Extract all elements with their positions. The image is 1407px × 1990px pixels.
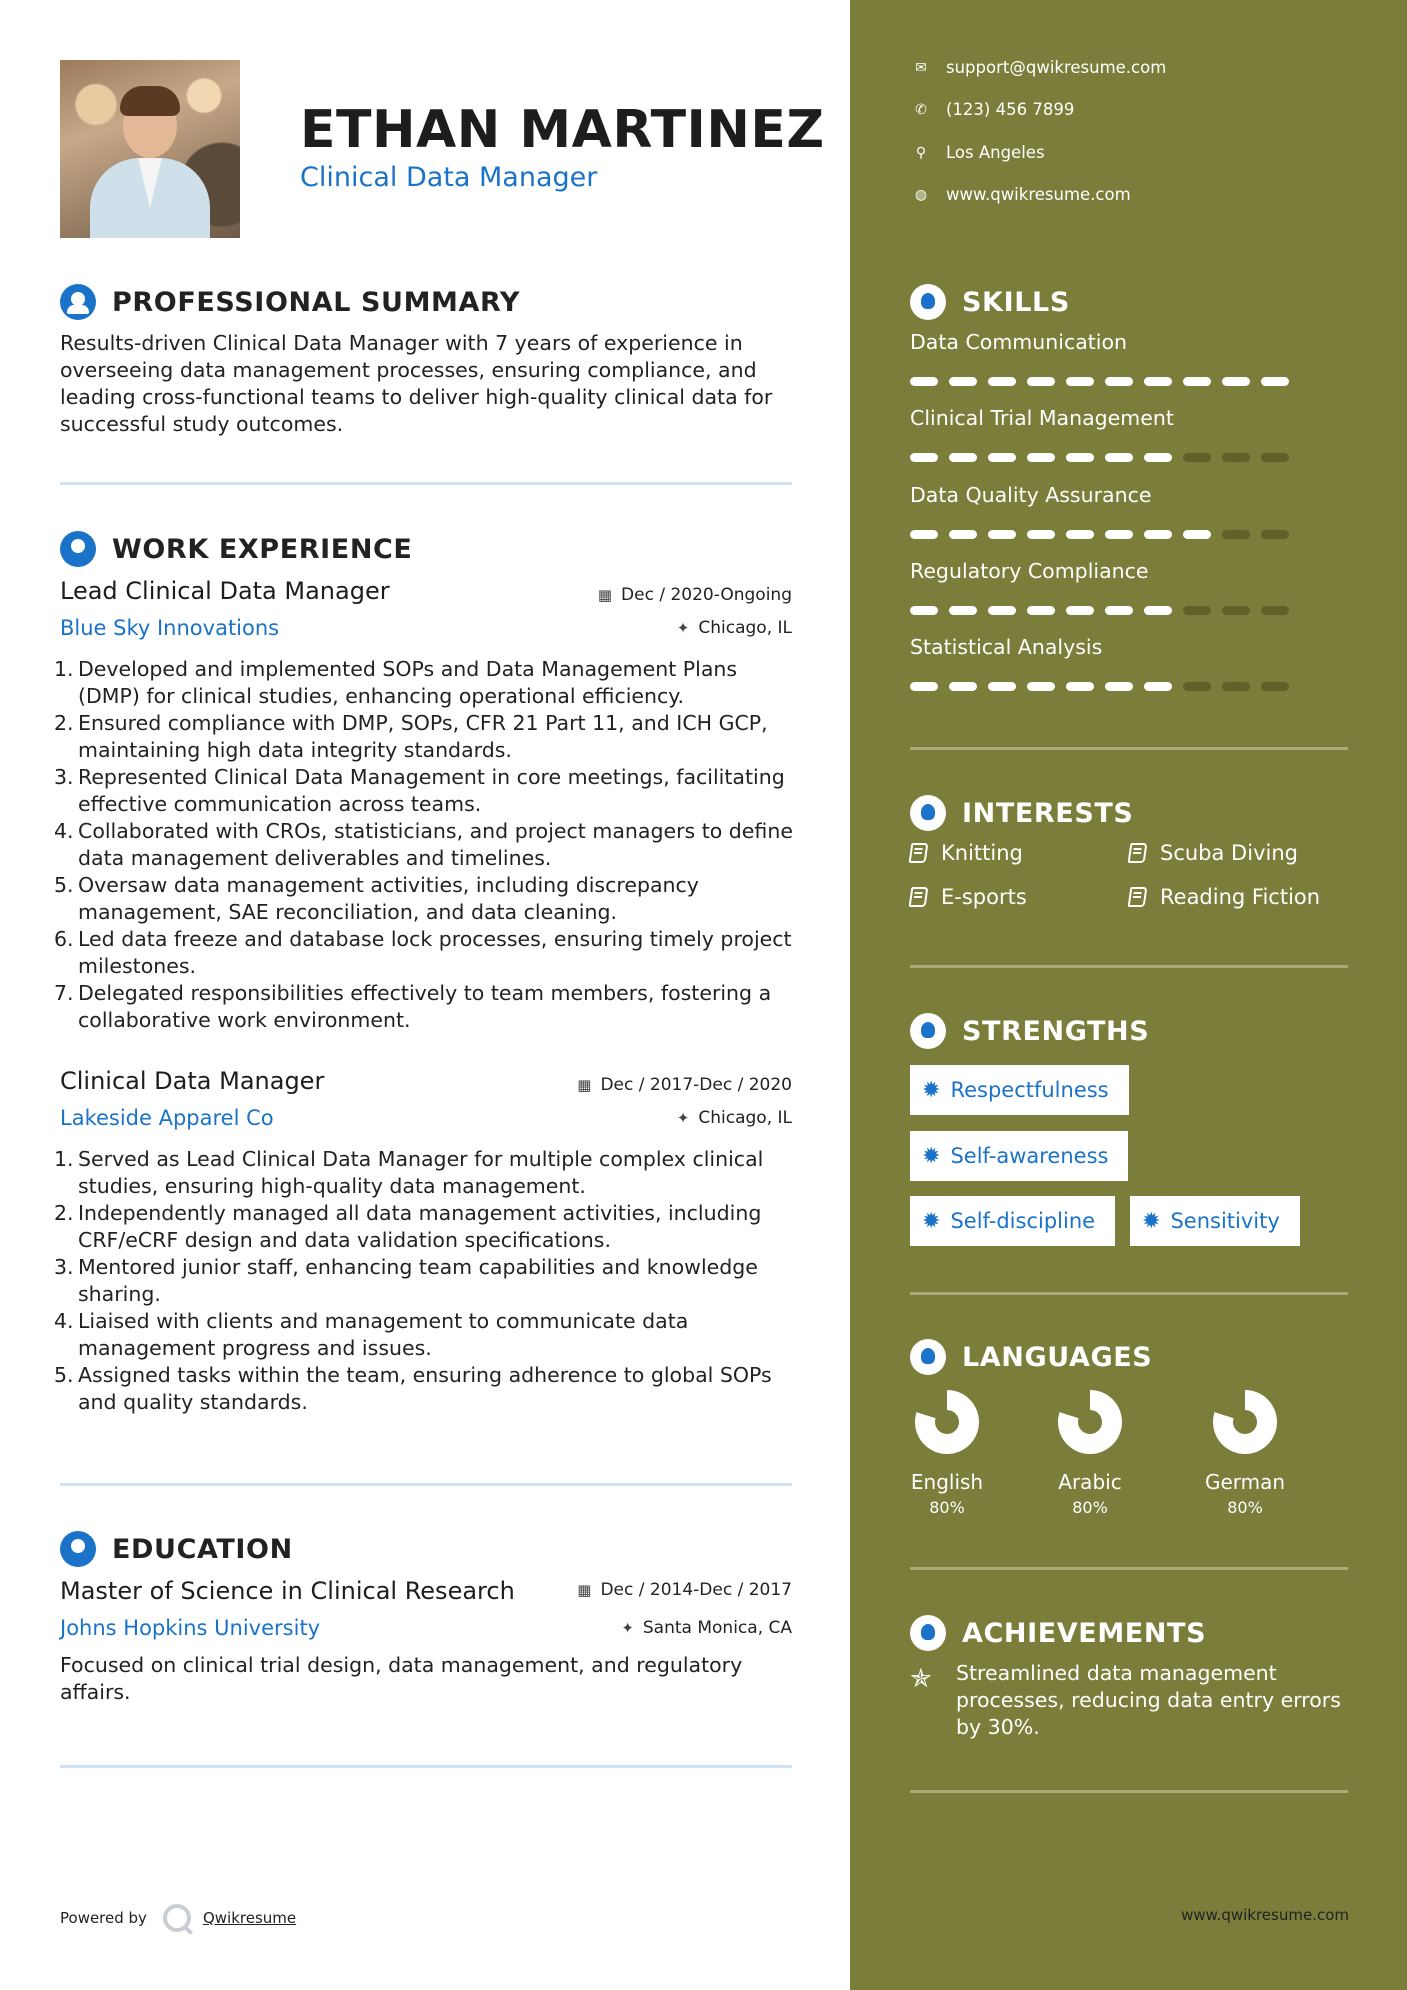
- skill-level-segment: [949, 377, 977, 386]
- skill-level-segment: [1261, 606, 1289, 615]
- education-heading: [60, 1531, 293, 1567]
- skill-level-segment: [1183, 606, 1211, 615]
- experience-title: WORK EXPERIENCE: [112, 533, 413, 565]
- language-level-ring: [1058, 1390, 1122, 1454]
- skill-level-segment: [1105, 606, 1133, 615]
- languages-heading: [910, 1339, 1152, 1375]
- powered-by: Powered by Qwikresume: [60, 1904, 296, 1932]
- list-item: 6. Led data freeze and database lock processes, ensuring timely project milestones.: [54, 927, 792, 978]
- divider: [60, 1765, 792, 1768]
- list-item: 5. Oversaw data management activities, including discrepancy management, SAE reconciliation, and data cleaning.: [54, 873, 699, 924]
- skill-level-segment: [1105, 530, 1133, 539]
- calendar-icon: ▦: [597, 586, 613, 604]
- skill-name: Regulatory Compliance: [910, 559, 1149, 583]
- language-level-ring: [1213, 1390, 1277, 1454]
- skill-level-segment: [1027, 682, 1055, 691]
- interest-item: Scuba Diving: [1129, 841, 1298, 865]
- strength-badge: ✹ Respectfulness: [910, 1065, 1129, 1115]
- skill-level-segment: [1222, 682, 1250, 691]
- book-icon: [909, 887, 929, 907]
- divider: [910, 1292, 1348, 1295]
- skill-level-segment: [1183, 377, 1211, 386]
- footer-url[interactable]: www.qwikresume.com: [1181, 1906, 1349, 1924]
- languages-title: LANGUAGES: [962, 1341, 1153, 1373]
- skills-heading: [910, 284, 1070, 320]
- list-item: 5. Assigned tasks within the team, ensuring adherence to global SOPs and quality standards.: [54, 1363, 772, 1414]
- skill-level-bar: [910, 606, 1300, 615]
- language-level-ring: [915, 1390, 979, 1454]
- fist-icon: [910, 1013, 946, 1049]
- job-1-responsibilities: [54, 656, 800, 1034]
- skill-level-segment: [949, 682, 977, 691]
- skill-level-segment: [910, 606, 938, 615]
- skill-level-segment: [1027, 377, 1055, 386]
- skill-level-segment: [910, 682, 938, 691]
- list-item: 3. Represented Clinical Data Management in core meetings, facilitating effective communication across teams.: [54, 765, 785, 816]
- contact-phone: ✆ (123) 456 7899: [910, 100, 1074, 119]
- list-item: 3. Mentored junior staff, enhancing team capabilities and knowledge sharing.: [54, 1255, 758, 1306]
- pin-icon: ✦: [676, 619, 690, 637]
- language-german: German 80%: [1190, 1390, 1300, 1517]
- book-icon: [1128, 887, 1148, 907]
- language-english: English 80%: [892, 1390, 1002, 1517]
- achievement-item: Streamlined data management processes, reducing data entry errors by 30%.: [956, 1661, 1341, 1739]
- calendar-icon: ▦: [577, 1581, 592, 1599]
- skill-level-segment: [988, 606, 1016, 615]
- strength-badge: ✹ Self-awareness: [910, 1131, 1128, 1181]
- skill-level-segment: [988, 377, 1016, 386]
- skill-level-segment: [1144, 377, 1172, 386]
- skill-level-segment: [910, 453, 938, 462]
- graduation-cap-icon: [60, 1531, 96, 1567]
- skill-level-bar: [910, 377, 1300, 386]
- skill-level-segment: [1144, 606, 1172, 615]
- skill-level-segment: [1222, 453, 1250, 462]
- skill-level-segment: [988, 682, 1016, 691]
- skill-level-segment: [1183, 453, 1211, 462]
- contact-email: ✉ support@qwikresume.com: [910, 58, 1166, 77]
- strengths-heading: [910, 1013, 1149, 1049]
- pin-icon: ✦: [621, 1619, 634, 1637]
- school: Johns Hopkins University: [60, 1616, 321, 1640]
- divider: [910, 1567, 1348, 1570]
- skill-name: Data Quality Assurance: [910, 483, 1152, 507]
- skill-level-segment: [1183, 530, 1211, 539]
- star-icon: ✯: [910, 1664, 932, 1694]
- skill-level-segment: [949, 606, 977, 615]
- paper-plane-icon: [910, 795, 946, 831]
- job-2-company: Lakeside Apparel Co: [60, 1106, 274, 1130]
- skill-level-segment: [1222, 530, 1250, 539]
- education-dates: ▦ Dec / 2014-Dec / 2017: [577, 1580, 792, 1600]
- job-2-responsibilities: [54, 1146, 800, 1416]
- list-item: 1. Served as Lead Clinical Data Manager for multiple complex clinical studies, ensuring high-quality data management.: [54, 1147, 764, 1198]
- divider: [910, 1790, 1348, 1793]
- skill-level-segment: [1222, 606, 1250, 615]
- skill-level-segment: [1066, 606, 1094, 615]
- list-item: 4. Liaised with clients and management to communicate data management progress and issues.: [54, 1309, 689, 1360]
- skill-level-segment: [949, 530, 977, 539]
- skill-level-segment: [1066, 530, 1094, 539]
- summary-title: PROFESSIONAL SUMMARY: [112, 286, 521, 318]
- divider: [910, 965, 1348, 968]
- education-title: EDUCATION: [112, 1533, 293, 1565]
- divider: [60, 482, 792, 485]
- skill-level-segment: [1261, 530, 1289, 539]
- interest-item: E-sports: [910, 885, 1027, 909]
- job-title: Clinical Data Manager: [300, 162, 598, 193]
- map-pin-icon: ⚲: [915, 144, 927, 161]
- skill-name: Data Communication: [910, 330, 1128, 354]
- list-item: 4. Collaborated with CROs, statisticians, and project managers to define data management deliverables and timelines.: [54, 819, 793, 870]
- skill-level-segment: [1261, 377, 1289, 386]
- skill-level-segment: [988, 453, 1016, 462]
- skill-level-bar: [910, 453, 1300, 462]
- skill-level-segment: [1144, 530, 1172, 539]
- lightbulb-icon: [910, 284, 946, 320]
- skill-level-bar: [910, 530, 1300, 539]
- skill-level-segment: [1066, 453, 1094, 462]
- skill-level-segment: [1183, 682, 1211, 691]
- skill-level-segment: [1261, 453, 1289, 462]
- candidate-name: ETHAN MARTINEZ: [300, 100, 825, 160]
- calendar-icon: ▦: [577, 1076, 592, 1094]
- interest-item: Knitting: [910, 841, 1023, 865]
- skill-level-segment: [1144, 453, 1172, 462]
- job-1-title: Lead Clinical Data Manager: [60, 577, 390, 605]
- user-icon: [60, 284, 96, 320]
- badge-icon: ✹: [922, 1208, 941, 1234]
- translate-icon: [910, 1339, 946, 1375]
- qwikresume-logo-icon: [163, 1904, 191, 1932]
- job-1-company: Blue Sky Innovations: [60, 616, 280, 640]
- phone-icon: ✆: [915, 101, 927, 118]
- job-1-dates: ▦ Dec / 2020-Ongoing: [597, 585, 792, 605]
- skill-level-segment: [1027, 606, 1055, 615]
- book-icon: [909, 843, 929, 863]
- skill-level-segment: [1105, 453, 1133, 462]
- skill-level-segment: [1066, 682, 1094, 691]
- pin-icon: ✦: [676, 1109, 690, 1127]
- skill-level-segment: [1027, 453, 1055, 462]
- job-2-dates: ▦ Dec / 2017-Dec / 2020: [577, 1075, 792, 1095]
- skill-level-segment: [949, 453, 977, 462]
- star-badge-icon: [910, 1615, 946, 1651]
- contact-location: ⚲ Los Angeles: [910, 143, 1045, 162]
- language-arabic: Arabic 80%: [1035, 1390, 1145, 1517]
- list-item: 2. Independently managed all data management activities, including CRF/eCRF design and data validation specifications.: [54, 1201, 762, 1252]
- strengths-title: STRENGTHS: [962, 1015, 1150, 1047]
- interests-heading: [910, 795, 1133, 831]
- book-icon: [1128, 843, 1148, 863]
- divider: [910, 747, 1348, 750]
- skill-level-segment: [1066, 377, 1094, 386]
- skill-level-segment: [1105, 377, 1133, 386]
- skill-level-segment: [1261, 682, 1289, 691]
- globe-icon: ◍: [914, 186, 928, 203]
- qwikresume-link[interactable]: Qwikresume: [202, 1909, 297, 1927]
- achievements-title: ACHIEVEMENTS: [962, 1617, 1207, 1649]
- skill-level-segment: [988, 530, 1016, 539]
- skill-level-segment: [1222, 377, 1250, 386]
- profile-photo: [60, 60, 240, 238]
- skill-level-bar: [910, 682, 1300, 691]
- interest-item: Reading Fiction: [1129, 885, 1320, 909]
- envelope-icon: ✉: [915, 59, 927, 76]
- strength-badge: ✹ Self-discipline: [910, 1196, 1115, 1246]
- list-item: 2. Ensured compliance with DMP, SOPs, CFR 21 Part 11, and ICH GCP, maintaining high data integrity standards.: [54, 711, 768, 762]
- skill-level-segment: [1144, 682, 1172, 691]
- education-location: ✦ Santa Monica, CA: [621, 1618, 792, 1638]
- job-2-location: ✦ Chicago, IL: [676, 1108, 792, 1128]
- job-1-location: ✦ Chicago, IL: [676, 618, 792, 638]
- skill-name: Clinical Trial Management: [910, 406, 1174, 430]
- divider: [60, 1483, 792, 1486]
- summary-heading: [60, 284, 520, 320]
- degree: Master of Science in Clinical Research: [60, 1577, 515, 1605]
- skill-level-segment: [1027, 530, 1055, 539]
- summary-text: Results-driven Clinical Data Manager with 7 years of experience in overseeing data management processes, ensuring compliance, and leading cross-functional teams to deliver high-quality clinical data for successful study outcomes.: [60, 331, 773, 436]
- job-2-title: Clinical Data Manager: [60, 1067, 325, 1095]
- list-item: 1. Developed and implemented SOPs and Data Management Plans (DMP) for clinical studies, enhancing operational efficiency.: [54, 657, 738, 708]
- badge-icon: ✹: [922, 1143, 941, 1169]
- education-description: Focused on clinical trial design, data management, and regulatory affairs.: [60, 1653, 743, 1704]
- badge-icon: ✹: [922, 1077, 941, 1103]
- experience-heading: [60, 531, 412, 567]
- skills-title: SKILLS: [962, 286, 1070, 318]
- skill-level-segment: [1105, 682, 1133, 691]
- briefcase-icon: [60, 531, 96, 567]
- strength-badge: ✹ Sensitivity: [1130, 1196, 1300, 1246]
- contact-website: ◍ www.qwikresume.com: [910, 185, 1131, 204]
- badge-icon: ✹: [1142, 1208, 1161, 1234]
- list-item: 7. Delegated responsibilities effectively to team members, fostering a collaborative work environment.: [54, 981, 772, 1032]
- interests-title: INTERESTS: [962, 797, 1134, 829]
- skill-level-segment: [910, 530, 938, 539]
- achievements-heading: [910, 1615, 1206, 1651]
- skill-level-segment: [910, 377, 938, 386]
- skill-name: Statistical Analysis: [910, 635, 1103, 659]
